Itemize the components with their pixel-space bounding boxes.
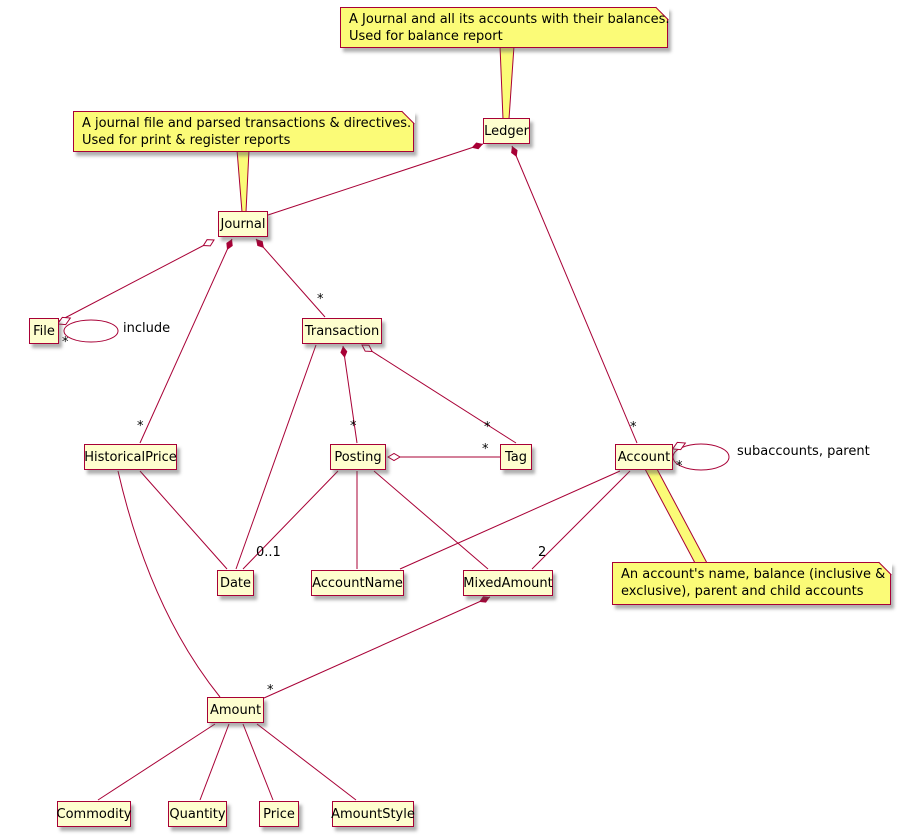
edge-mixedamount-amount <box>264 597 490 698</box>
note-journal <box>73 111 414 152</box>
edge-amount-price <box>243 724 273 800</box>
edge-amount-quantity <box>200 724 229 800</box>
label-star-account: * <box>630 420 637 435</box>
node-date: Date <box>217 570 254 596</box>
node-quantity: Quantity <box>168 801 227 827</box>
node-historicalprice: HistoricalPrice <box>84 444 177 470</box>
label-two: 2 <box>538 545 547 560</box>
node-amount: Amount <box>207 697 264 723</box>
edge-amount-commodity <box>98 724 215 800</box>
edge-historicalprice-date <box>140 471 227 569</box>
node-tag: Tag <box>500 444 532 470</box>
node-accountname: AccountName <box>311 570 404 596</box>
note-ledger-line1: A Journal and all its accounts with their balances. <box>349 12 670 27</box>
note-tail-ledger <box>500 46 514 119</box>
edge-journal-file <box>59 240 214 321</box>
edge-posting-mixedamount <box>374 471 488 569</box>
edge-file-self-loop <box>64 320 118 342</box>
node-transaction: Transaction <box>302 318 382 344</box>
note-journal-line1: A journal file and parsed transactions & directives. <box>82 116 412 131</box>
label-zero-or-one: 0..1 <box>256 545 281 560</box>
edge-amount-amountstyle <box>257 724 356 800</box>
node-mixedamount: MixedAmount <box>463 570 553 596</box>
edge-ledger-account <box>512 146 637 443</box>
edge-transaction-tag <box>362 345 516 443</box>
edge-historicalprice-amount <box>118 471 220 697</box>
relationship-lines <box>56 144 729 800</box>
node-file: File <box>29 318 59 344</box>
label-star-tag-upper: * <box>484 420 491 435</box>
note-ledger-line2: Used for balance report <box>349 29 503 44</box>
label-include: include <box>123 321 171 336</box>
note-tail-account <box>645 469 707 563</box>
edge-journal-transaction <box>256 239 325 317</box>
label-star-file-loop: * <box>62 335 69 350</box>
node-commodity: Commodity <box>57 801 131 827</box>
edge-ledger-journal <box>268 144 483 215</box>
node-amountstyle: AmountStyle <box>332 801 414 827</box>
node-journal: Journal <box>218 211 268 237</box>
node-posting: Posting <box>330 444 386 470</box>
label-subaccounts-parent: subaccounts, parent <box>737 444 870 459</box>
label-star-amount: * <box>267 683 274 698</box>
node-price: Price <box>259 801 299 827</box>
edge-account-accountname <box>400 471 620 569</box>
note-journal-line2: Used for print & register reports <box>82 133 291 148</box>
label-star-account-loop: * <box>676 459 683 474</box>
node-ledger: Ledger <box>483 118 530 144</box>
note-account-line1: An account's name, balance (inclusive & <box>621 567 886 582</box>
label-star-historicalprice: * <box>137 419 144 434</box>
note-account <box>612 562 891 605</box>
note-tail-journal <box>237 150 249 212</box>
note-account-line2: exclusive), parent and child accounts <box>621 584 864 599</box>
label-star-tag-lower: * <box>482 442 489 457</box>
node-account: Account <box>615 444 673 470</box>
note-ledger <box>340 7 668 48</box>
label-star-posting: * <box>350 419 357 434</box>
label-star-transaction: * <box>317 292 324 307</box>
edge-account-mixedamount <box>532 471 630 569</box>
edge-journal-historicalprice <box>140 239 232 443</box>
